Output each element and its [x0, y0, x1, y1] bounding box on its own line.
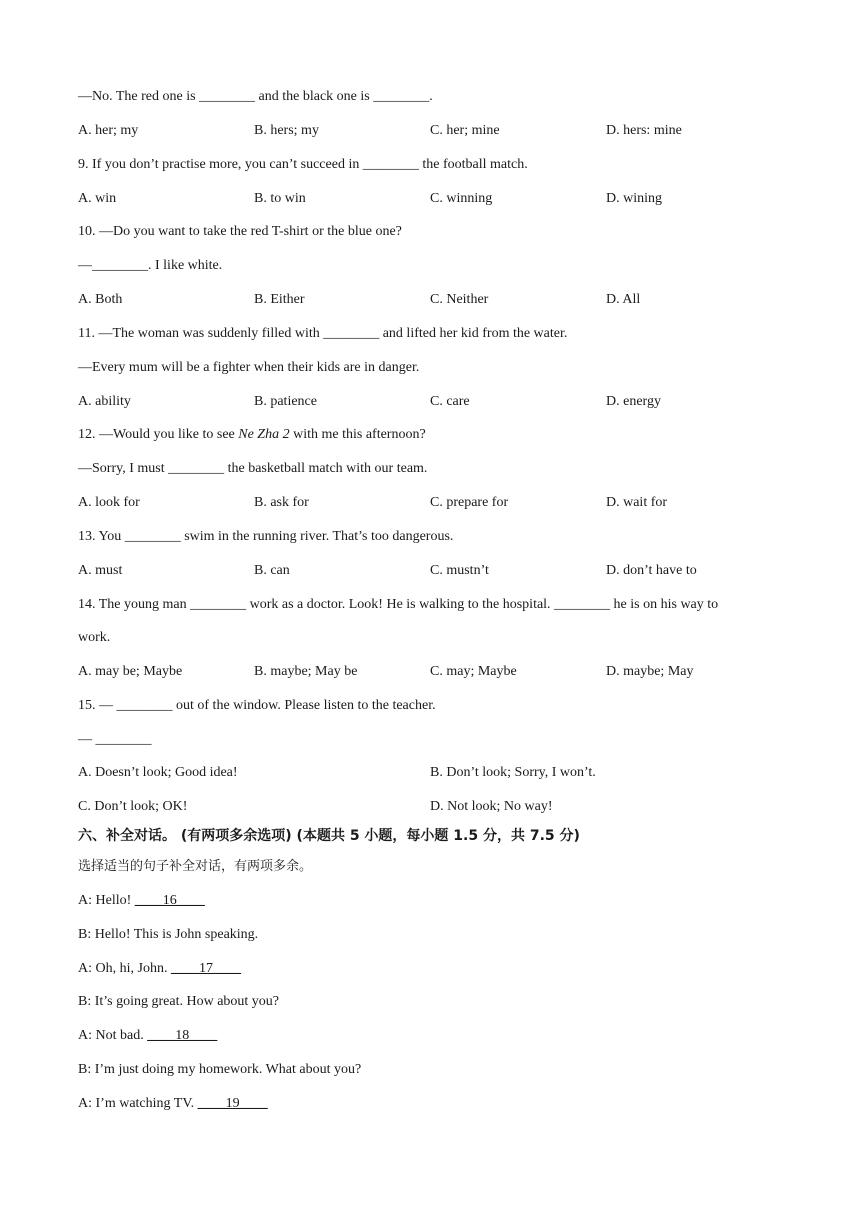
dialogue-line-4	[78, 993, 279, 1011]
q14-option-b[interactable]: B. maybe; May be	[254, 664, 358, 679]
q12-response: —Sorry, I must ________ the basketball match with our team.	[78, 461, 428, 476]
q12-option-d[interactable]: D. wait for	[606, 495, 668, 510]
dialogue-text: B: It’s going great. How about you?	[78, 994, 280, 1009]
q12-option-a[interactable]: A. look for	[78, 495, 140, 510]
dialogue-text: A: I’m watching TV.	[78, 1096, 198, 1111]
q12-stem-pre: 12. —Would you like to see	[78, 427, 239, 442]
q9-option-d[interactable]: D. wining	[606, 191, 662, 206]
q11-option-a[interactable]: A. ability	[78, 394, 131, 409]
dialogue-line-2	[78, 926, 258, 944]
blank-18[interactable]: ____18____	[147, 1028, 218, 1043]
q8-response: —No. The red one is ________ and the black one is ________.	[78, 89, 433, 104]
q11-option-d[interactable]: D. energy	[606, 394, 661, 409]
q10-option-b[interactable]: B. Either	[254, 292, 305, 307]
q11-option-c[interactable]: C. care	[430, 394, 470, 409]
q12-stem	[78, 426, 426, 444]
q11-option-b[interactable]: B. patience	[254, 394, 317, 409]
q14-stem-continued: work.	[78, 630, 111, 645]
q9-option-a[interactable]: A. win	[78, 191, 117, 206]
q11-stem: 11. —The woman was suddenly filled with ________ and lifted her kid from the water.	[78, 326, 568, 341]
dialogue-line-3	[78, 960, 241, 978]
blank-17[interactable]: ____17____	[170, 961, 241, 976]
section-6-heading: 六、补全对话。 (有两项多余选项) (本题共 5 小题，每小题 1.5 分，共 7.5 分)	[78, 828, 580, 844]
dialogue-text: B: I’m just doing my homework. What about you?	[78, 1062, 362, 1077]
dialogue-line-7	[78, 1095, 268, 1113]
dialogue-line-6	[78, 1061, 361, 1079]
dialogue-line-1	[78, 892, 205, 910]
blank-16[interactable]: ____16____	[134, 893, 205, 908]
q13-option-c[interactable]: C. mustn’t	[430, 563, 489, 578]
q12-option-c[interactable]: C. prepare for	[430, 495, 509, 510]
q12-stem-post: with me this afternoon?	[289, 427, 426, 442]
q15-option-b[interactable]: B. Don’t look; Sorry, I won’t.	[430, 765, 596, 780]
q13-option-b[interactable]: B. can	[254, 563, 290, 578]
q11-response: —Every mum will be a fighter when their kids are in danger.	[78, 360, 420, 375]
q10-option-a[interactable]: A. Both	[78, 292, 123, 307]
q10-stem: 10. —Do you want to take the red T-shirt or the blue one?	[78, 224, 402, 239]
q8-option-c[interactable]: C. her; mine	[430, 123, 500, 138]
blank-19[interactable]: ____19____	[197, 1096, 268, 1111]
q14-option-c[interactable]: C. may; Maybe	[430, 664, 517, 679]
dialogue-text: B: Hello! This is John speaking.	[78, 927, 259, 942]
q8-option-a[interactable]: A. her; my	[78, 123, 139, 138]
q8-option-b[interactable]: B. hers; my	[254, 123, 319, 138]
q13-option-a[interactable]: A. must	[78, 563, 123, 578]
section-6-instruction: 选择适当的句子补全对话，有两项多余。	[78, 859, 313, 874]
dialogue-line-5	[78, 1027, 217, 1045]
q13-option-d[interactable]: D. don’t have to	[606, 563, 697, 578]
q13-stem: 13. You ________ swim in the running river. That’s too dangerous.	[78, 529, 454, 544]
q9-option-b[interactable]: B. to win	[254, 191, 306, 206]
q15-stem: 15. — ________ out of the window. Please listen to the teacher.	[78, 698, 436, 713]
q10-option-d[interactable]: D. All	[606, 292, 641, 307]
q15-option-c[interactable]: C. Don’t look; OK!	[78, 799, 188, 814]
q15-option-d[interactable]: D. Not look; No way!	[430, 799, 553, 814]
q12-option-b[interactable]: B. ask for	[254, 495, 309, 510]
dialogue-text: A: Hello!	[78, 893, 135, 908]
q9-option-c[interactable]: C. winning	[430, 191, 493, 206]
q15-option-a[interactable]: A. Doesn’t look; Good idea!	[78, 765, 238, 780]
q12-movie-title: Ne Zha 2	[238, 427, 290, 442]
q8-option-d[interactable]: D. hers: mine	[606, 123, 682, 138]
q14-option-a[interactable]: A. may be; Maybe	[78, 664, 183, 679]
q9-stem: 9. If you don’t practise more, you can’t succeed in ________ the football match.	[78, 157, 528, 172]
dialogue-text: A: Not bad.	[78, 1028, 148, 1043]
q10-response: —________. I like white.	[78, 258, 223, 273]
q14-stem: 14. The young man ________ work as a doctor. Look! He is walking to the hospital. ________ he is on his way to	[78, 597, 719, 612]
q10-option-c[interactable]: C. Neither	[430, 292, 489, 307]
dialogue-text: A: Oh, hi, John.	[78, 961, 171, 976]
q15-response: — ________	[78, 732, 152, 747]
q14-option-d[interactable]: D. maybe; May	[606, 664, 694, 679]
